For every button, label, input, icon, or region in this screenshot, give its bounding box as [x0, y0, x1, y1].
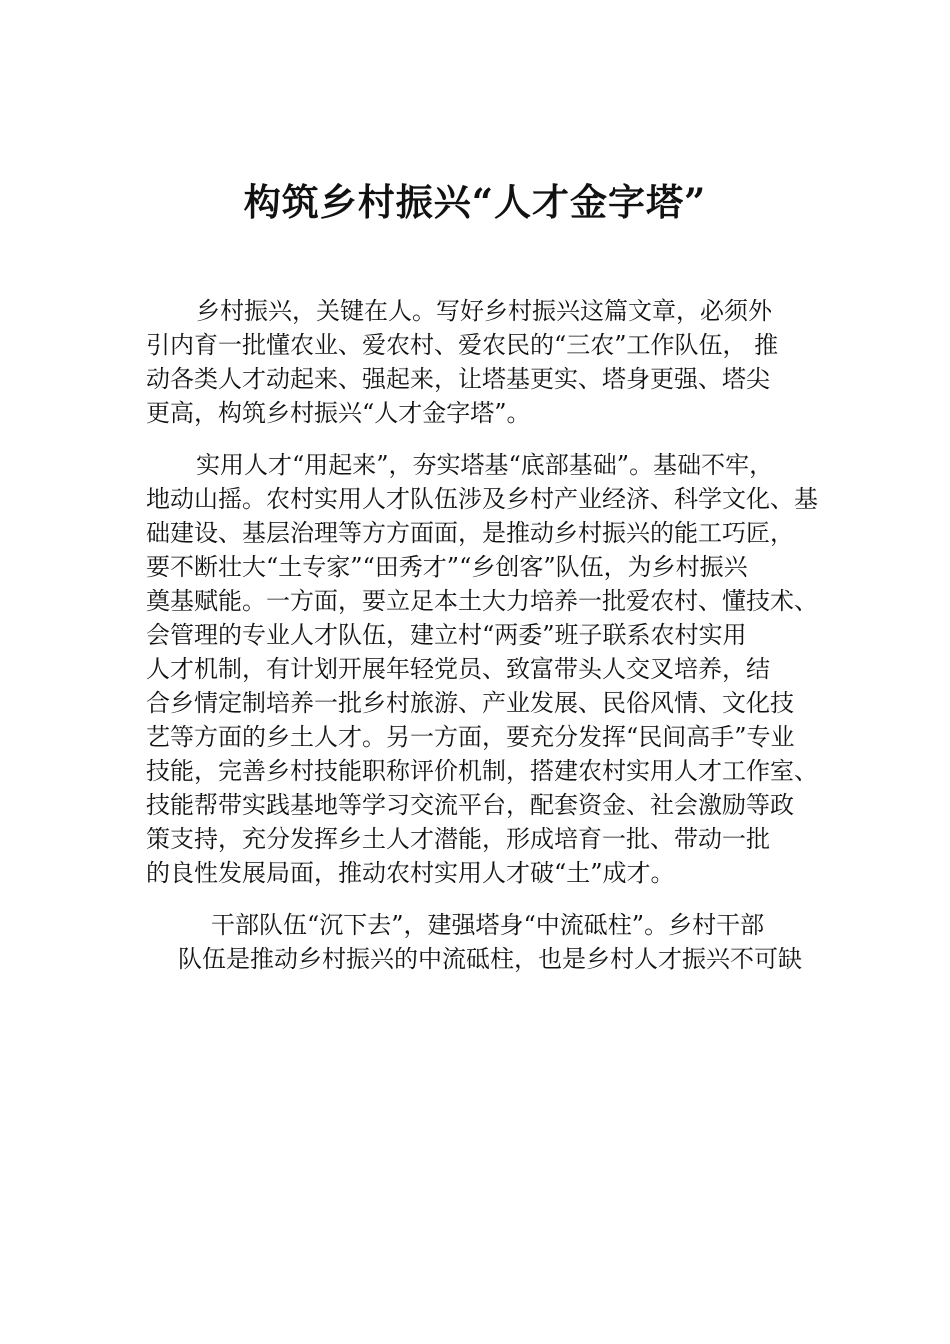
- text-line: 引内育一批懂农业、爱农村、爱农民的“三农”工作队伍， 推: [146, 331, 779, 359]
- text-line: 策支持，充分发挥乡土人才潜能，形成培育一批、带动一批: [146, 825, 770, 853]
- text-line: 奠基赋能。一方面，要立足本土大力培养一批爱农村、懂技术、: [146, 587, 818, 615]
- text-line: 更高，构筑乡村振兴“人才金字塔”。: [146, 399, 531, 427]
- text-line: 要不断壮大“土专家”“田秀才”“乡创客”队伍，为乡村振兴: [146, 553, 748, 581]
- text-line: 地动山摇。农村实用人才队伍涉及乡村产业经济、科学文化、基: [146, 485, 818, 513]
- document-title: 构筑乡村振兴“人才金字塔”: [243, 180, 707, 224]
- text-line: 技能，完善乡村技能职称评价机制，搭建农村实用人才工作室、: [146, 757, 818, 785]
- text-line: 合乡情定制培养一批乡村旅游、产业发展、民俗风情、文化技: [146, 689, 794, 717]
- text-line: 干部队伍“沉下去”，建强塔身“中流砥柱”。乡村干部: [211, 911, 765, 939]
- text-line: 乡村振兴，关键在人。写好乡村振兴这篇文章，必须外: [196, 297, 772, 325]
- text-line: 的良性发展局面，推动农村实用人才破“土”成才。: [146, 859, 675, 887]
- text-line: 础建设、基层治理等方方面面，是推动乡村振兴的能工巧匠，: [146, 519, 794, 547]
- text-line: 队伍是推动乡村振兴的中流砥柱，也是乡村人才振兴不可缺: [178, 945, 802, 973]
- text-line: 实用人才“用起来”，夯实塔基“底部基础”。基础不牢，: [196, 451, 774, 479]
- text-line: 会管理的专业人才队伍，建立村“两委”班子联系农村实用: [146, 621, 747, 649]
- text-line: 动各类人才动起来、强起来，让塔基更实、塔身更强、塔尖: [146, 365, 770, 393]
- text-line: 艺等方面的乡土人才。另一方面，要充分发挥“民间高手”专业: [146, 723, 795, 751]
- text-line: 技能帮带实践基地等学习交流平台，配套资金、社会激励等政: [146, 791, 794, 819]
- text-line: 人才机制，有计划开展年轻党员、致富带头人交叉培养，结: [146, 655, 770, 683]
